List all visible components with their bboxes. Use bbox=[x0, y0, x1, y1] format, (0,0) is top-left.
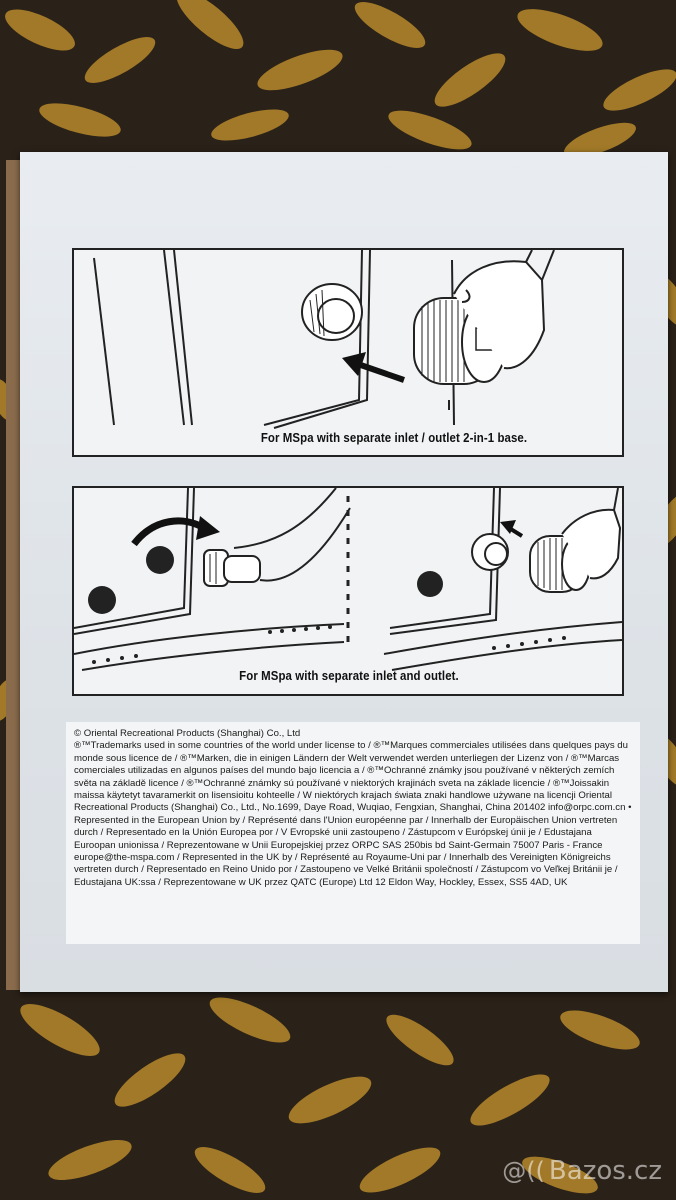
panel-caption-2in1: For MSpa with separate inlet / outlet 2-in-1 base. bbox=[260, 430, 528, 445]
filter-cap-small-icon bbox=[302, 284, 362, 340]
instruction-panel-separate bbox=[72, 486, 624, 696]
filter-cap-hand-icon bbox=[204, 488, 350, 586]
legal-sticker bbox=[66, 722, 640, 944]
panel-caption-separate: For MSpa with separate inlet and outlet. bbox=[239, 668, 459, 683]
copyright-line: © Oriental Recreational Products (Shanghai) Co., Ltd bbox=[74, 728, 301, 739]
product-box bbox=[20, 152, 668, 992]
illustration-separate-inlet-outlet bbox=[74, 488, 622, 694]
trademark-text: ®™Trademarks used in some countries of the world under license to / ®™Marques commerciales utilisées dans quelques pays du monde sous licence de / ®™Marken, die in einigen Ländern der Welt verwendet werden unterliegen der Lizenz von / ®™Marcas comerciales utilizadas en algunos países del mundo bajo licencia a / ®™Ochranné známky jsou používané v některých zemích světa na základě licence / ®™Ochranné známky sú používané v niektorých krajinách sveta na základe licencie / ®™Joissakin maissa käytetyt tavaramerkit on lisensioitu kohteelle / W niektórych krajach świata znaki handlowe używane na licencji Oriental Recreational Products (Shanghai) Co., Ltd., No.1699, Daye Road, Wuqiao, Fengxian, Shanghai, China 201402 info@orpc.com.cn • Represented in the European Union by / Représenté dans l'Union européenne par / Innerhalb der Europäischen Union vertreten durch / Representado en la Unión Europea por / V Evropské unii zastoupeno / Zástupcom v Európskej únii je / Edustajana Euroopan unionissa / Reprezentowane w Unii Europejskiej przez ORPC SAS 250bis bd Saint-Germain 75007 Paris - France europe@the-mspa.com / Represented in the UK by / Représenté au Royaume-Uni par / Innerhalb des Vereinigten Königreichs vertreten durch / Representado en Reino Unido por / Zastoupeno ve Velké Británii společností / Zástupcom vo Veľkej Británii je / Edustajana UK:ssa / Reprezentowane w UK przez QATC (Europe) Ltd 12 Eldon Way, Hockley, Essex, SS5 4AD, UK bbox=[74, 740, 632, 888]
filter-cap-installed-icon bbox=[472, 534, 508, 570]
bazos-logo-icon: @(( bbox=[502, 1157, 545, 1185]
watermark-text: Bazos.cz bbox=[548, 1156, 662, 1186]
bazos-watermark bbox=[502, 1156, 662, 1186]
instruction-panel-2in1-base bbox=[72, 248, 624, 457]
filter-cartridge-hand-icon bbox=[414, 250, 554, 384]
filter-cartridge-hand-small-icon bbox=[530, 488, 620, 592]
illustration-2in1-base bbox=[74, 250, 622, 455]
